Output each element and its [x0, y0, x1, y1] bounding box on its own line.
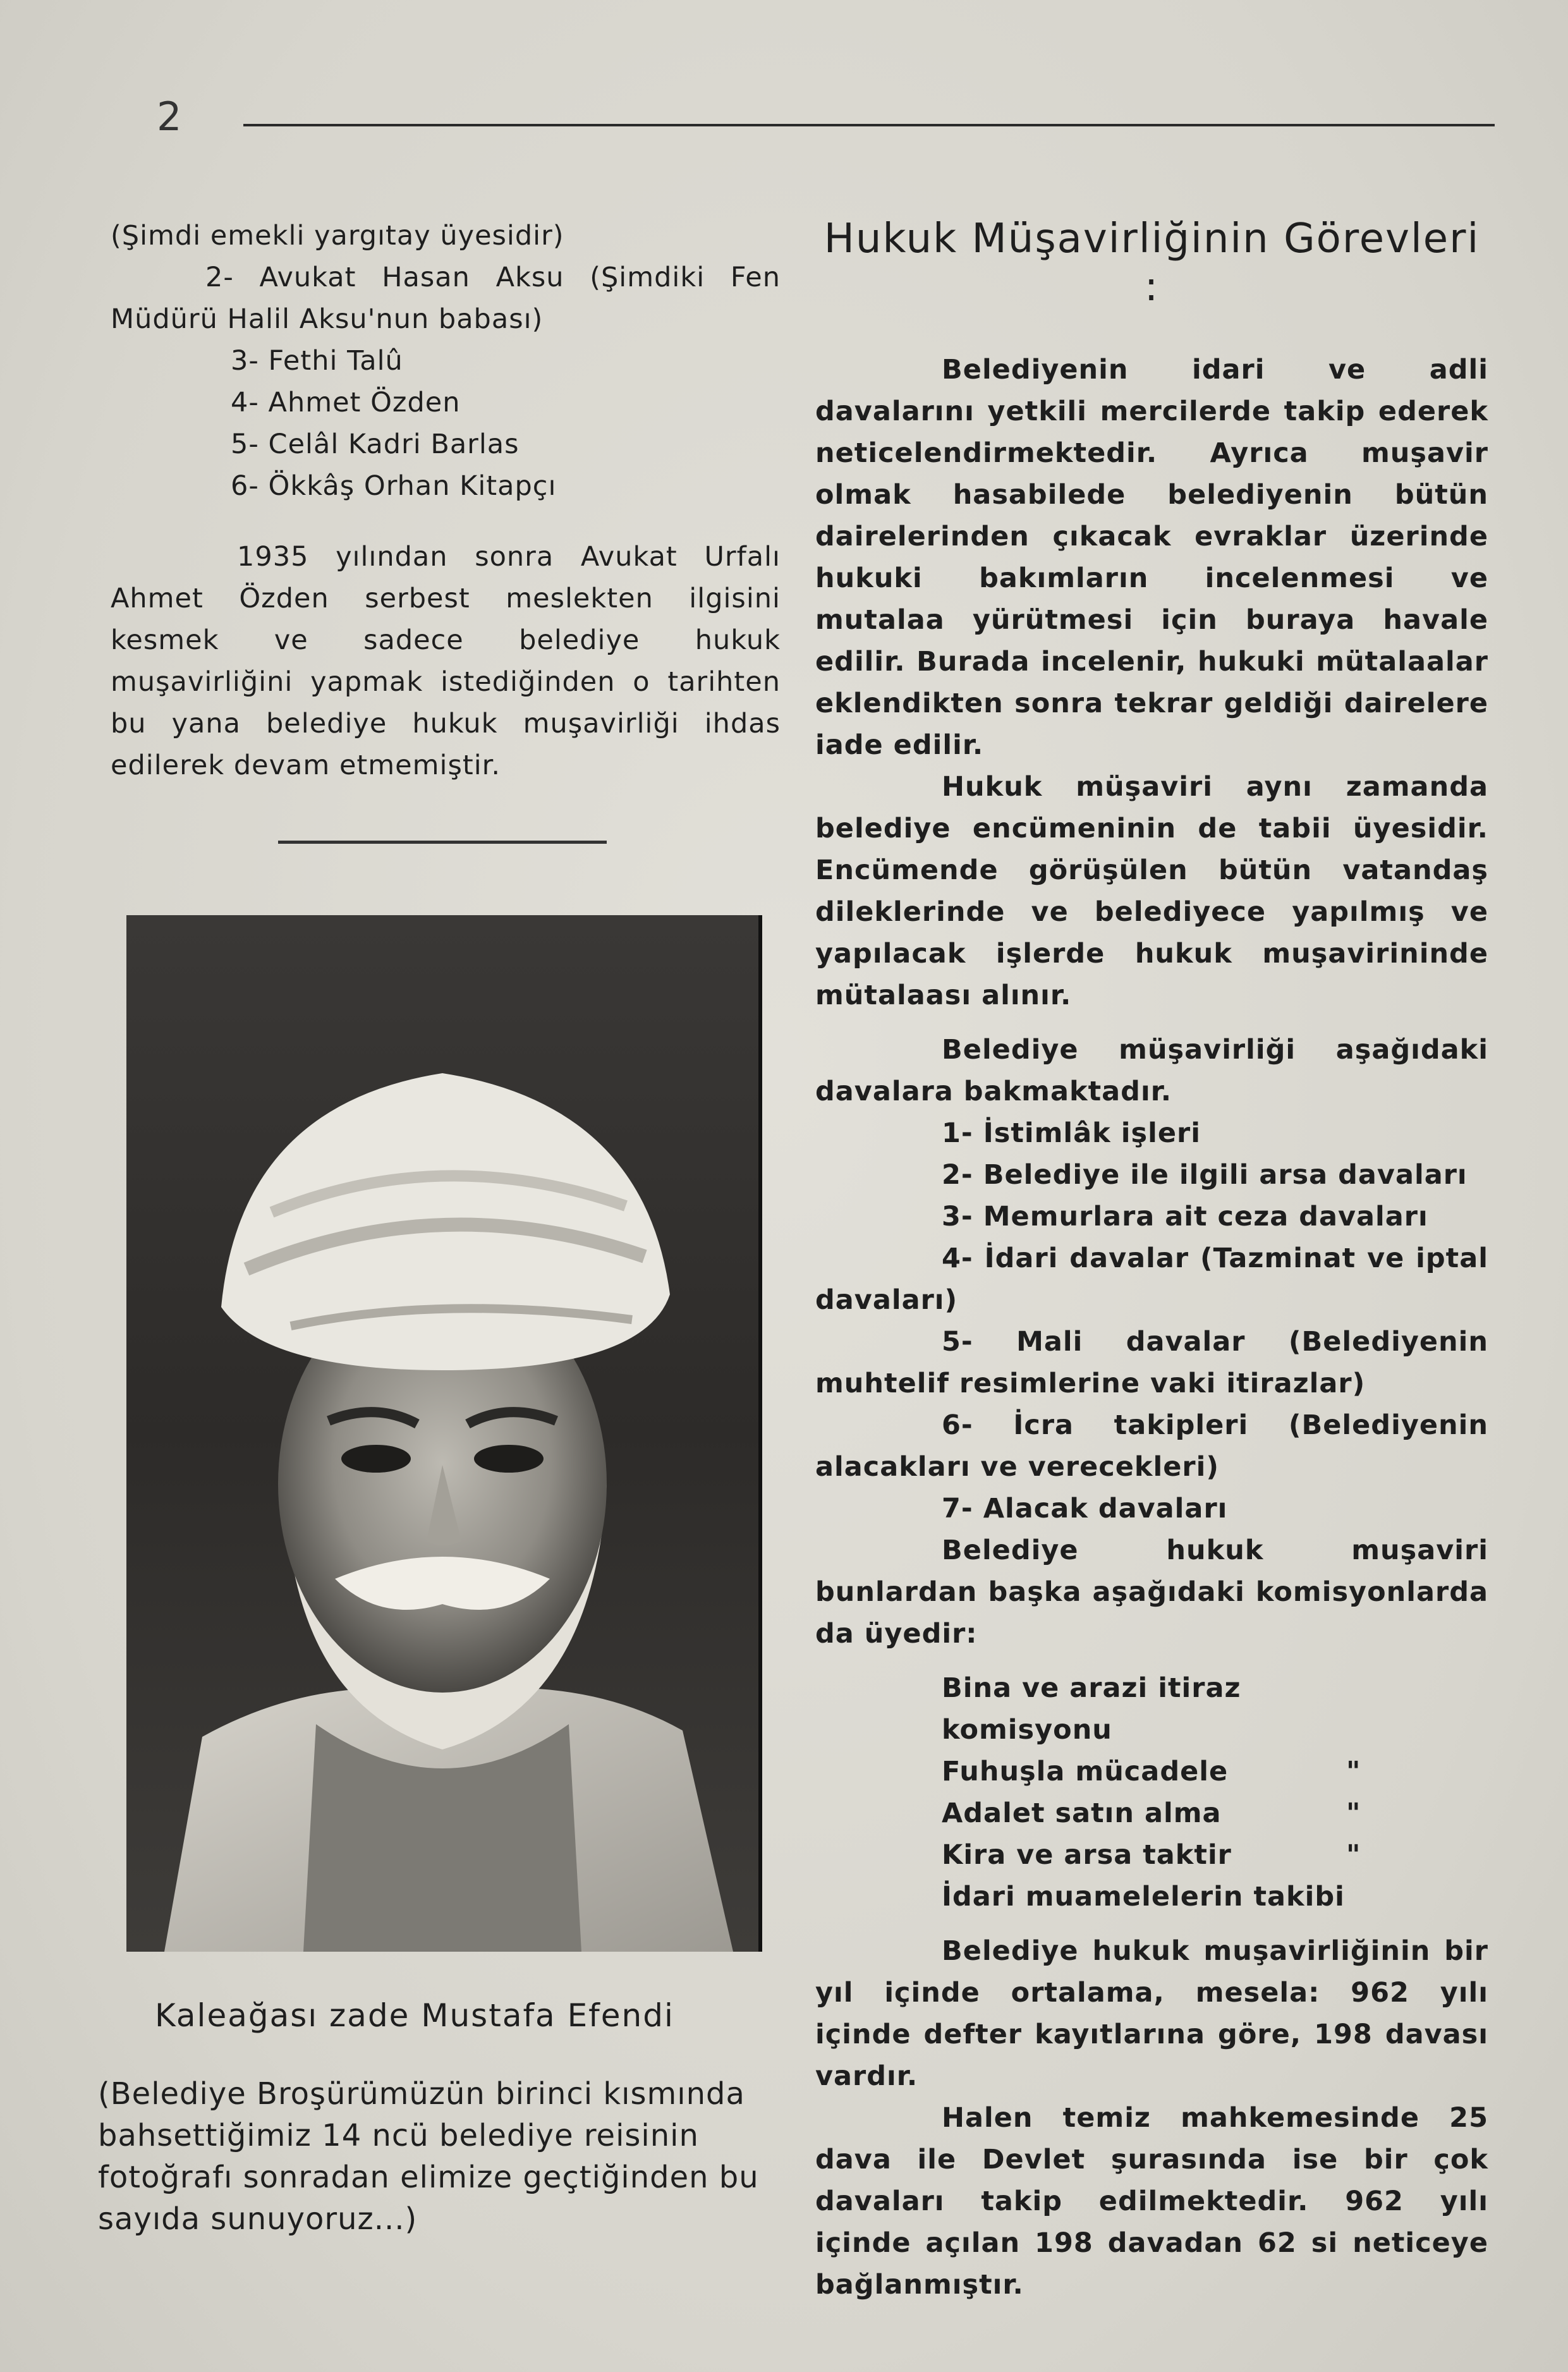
photo-caption: Kaleağası zade Mustafa Efendi — [155, 1997, 674, 2034]
right-paragraph-6: Halen temiz mahkemesinde 25 dava ile Devlet şurasında ise bir çok davaları takip edilmektedir. 962 yılı içinde açılan 198 davadan 62 si neticeye bağlanmıştır. — [815, 2102, 1488, 2301]
left-line-2: 2- Avukat Hasan Aksu (Şimdiki Fen Müdürü Halil Aksu'nun babası) — [111, 262, 781, 335]
case-item-3: 3- Memurlara ait ceza davaları — [942, 1201, 1428, 1232]
commission-row — [942, 1792, 1488, 1834]
section-title: Hukuk Müşavirliğinin Görevleri : — [824, 216, 1480, 310]
ditto-mark: " — [1346, 1839, 1361, 1871]
ditto-mark — [1346, 1667, 1397, 1751]
case-item-2: 2- Belediye ile ilgili arsa davaları — [942, 1159, 1468, 1191]
case-item-7: 7- Alacak davaları — [942, 1493, 1228, 1524]
right-paragraph-5: Belediye hukuk muşavirliğinin bir yıl içinde ortalama, mesela: 962 yılı içinde defter kayıtlarına göre, 198 davası vardır. — [815, 1935, 1488, 2092]
commission-name: Kira ve arsa taktir — [942, 1839, 1232, 1871]
case-item-1: 1- İstimlâk işleri — [942, 1117, 1201, 1149]
commission-row — [942, 1667, 1488, 1751]
left-line-3: 3- Fethi Talû — [231, 345, 403, 377]
commission-list — [815, 1667, 1488, 1918]
commission-name: İdari muamelelerin takibi — [942, 1881, 1345, 1913]
photo-note: (Belediye Broşürümüzün birinci kısmında bahsettiğimiz 14 ncü belediye reisinin fotoğrafı sonradan elimize geçtiğinden bu sayıda sunuyoruz...) — [98, 2076, 759, 2237]
commission-row — [942, 1876, 1488, 1918]
ditto-mark — [1346, 1876, 1397, 1918]
case-list — [815, 1112, 1488, 1530]
commission-row — [942, 1834, 1488, 1876]
left-line-1: (Şimdi emekli yargıtay üyesidir) — [111, 220, 564, 252]
left-line-5: 5- Celâl Kadri Barlas — [231, 429, 520, 460]
separator-rule — [278, 841, 607, 844]
right-column — [815, 215, 1488, 2306]
left-paragraph: 1935 yılından sonra Avukat Urfalı Ahmet Özden serbest meslekten ilgisini kesmek ve sadece belediye hukuk muşavirliğini yapmak istediğinden o tarihten bu yana belediye hukuk muşavirliği ihdas edilerek devam etmemiştir. — [111, 541, 781, 781]
left-column — [111, 215, 781, 786]
portrait-image — [126, 915, 758, 1952]
right-paragraph-4: Belediye hukuk muşaviri bunlardan başka aşağıdaki komisyonlarda da üyedir: — [815, 1535, 1488, 1650]
commission-name: Bina ve arazi itiraz komisyonu — [942, 1672, 1241, 1746]
portrait-photo — [126, 915, 762, 1952]
commission-row — [942, 1751, 1488, 1792]
left-line-4: 4- Ahmet Özden — [231, 387, 461, 418]
right-paragraph-2: Hukuk müşaviri aynı zamanda belediye encümeninin de tabii üyesidir. Encümende görüşülen bütün vatandaş dileklerinde ve belediyece yapılmış ve yapılacak işlerde hukuk muşavirininde mütalaası alınır. — [815, 771, 1488, 1011]
ditto-mark: " — [1346, 1756, 1361, 1787]
left-line-6: 6- Ökkâş Orhan Kitapçı — [231, 470, 557, 502]
case-item-4: 4- İdari davalar (Tazminat ve iptal davaları) — [815, 1243, 1488, 1316]
top-rule — [243, 124, 1495, 126]
right-paragraph-3: Belediye müşavirliği aşağıdaki davalara bakmaktadır. — [815, 1034, 1488, 1107]
right-paragraph-1: Belediyenin idari ve adli davalarını yetkili mercilerde takip ederek neticelendirmektedir. Ayrıca muşavir olmak hasabilede belediyenin bütün dairelerinden çıkacak evraklar üzerinde hukuki bakımların incelenmesi ve mutalaa yürütmesi için buraya havale edilir. Burada incelenir, hukuki mütalaalar eklendikten sonra tekrar geldiği dairelere iade edilir. — [815, 354, 1488, 761]
case-item-6: 6- İcra takipleri (Belediyenin alacakları ve verecekleri) — [815, 1409, 1488, 1483]
page-number: 2 — [157, 94, 182, 140]
commission-name: Fuhuşla mücadele — [942, 1756, 1229, 1787]
ditto-mark: " — [1346, 1797, 1361, 1829]
case-item-5: 5- Mali davalar (Belediyenin muhtelif resimlerine vaki itirazlar) — [815, 1326, 1488, 1399]
commission-name: Adalet satın alma — [942, 1797, 1222, 1829]
